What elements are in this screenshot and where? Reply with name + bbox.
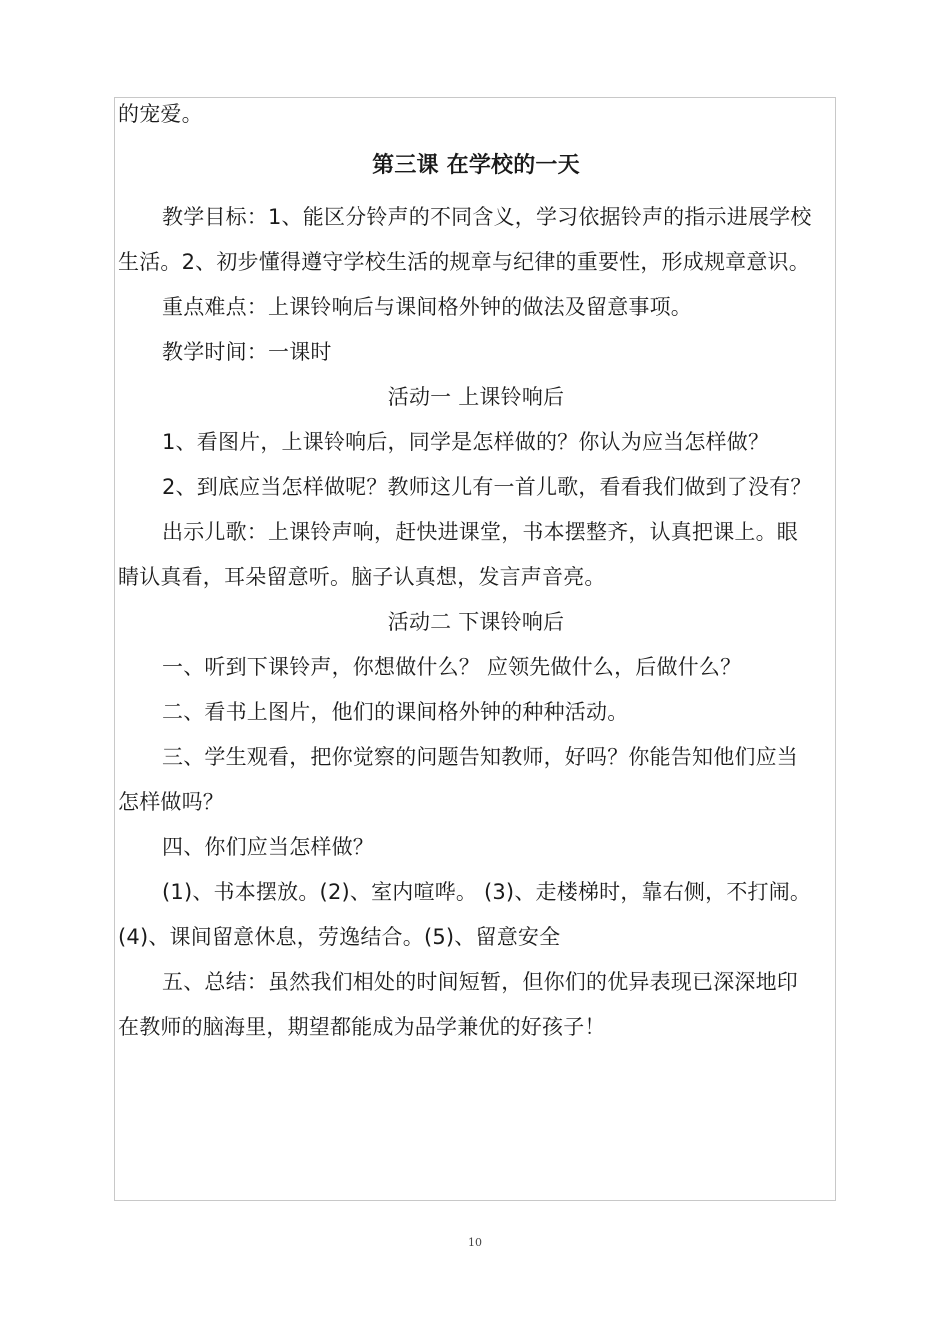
lesson-title: 第三课 在学校的一天 — [372, 153, 580, 178]
teaching-time: 教学时间：一课时 — [162, 340, 332, 364]
summary-line-1: 五、总结：虽然我们相处的时间短暂，但你们的优异表现已深深地印 — [162, 970, 798, 994]
activity-2-item-3-line-1: 三、学生观看，把你觉察的问题告知教师，好吗？你能告知他们应当 — [162, 745, 798, 769]
page-number: 10 — [468, 1236, 482, 1249]
activity-2-item-4: 四、你们应当怎样做？ — [162, 835, 374, 859]
song-line-1: 出示儿歌：上课铃声响，赶快进课堂，书本摆整齐，认真把课上。眼 — [162, 520, 798, 544]
summary-line-2: 在教师的脑海里，期望都能成为品学兼优的好孩子！ — [118, 1015, 606, 1039]
activity-2-item-2: 二、看书上图片，他们的课间格外钟的种种活动。 — [162, 700, 629, 724]
objectives-line-2: 生活。2、初步懂得遵守学校生活的规章与纪律的重要性，形成规章意识。 — [118, 250, 810, 274]
activity-2-heading: 活动二 下课铃响后 — [387, 610, 565, 634]
key-points: 重点难点：上课铃响后与课间格外钟的做法及留意事项。 — [162, 295, 692, 319]
activity-2-item-1: 一、听到下课铃声，你想做什么？ 应领先做什么，后做什么？ — [162, 655, 742, 679]
document-body — [118, 92, 834, 1050]
carryover-line: 的宠爱。 — [118, 102, 203, 126]
objectives-line-1: 教学目标：1、能区分铃声的不同含义，学习依据铃声的指示进展学校 — [162, 205, 812, 229]
rules-list-line-2: (4)、课间留意休息，劳逸结合。(5)、留意安全 — [118, 925, 561, 949]
activity-1-item-2: 2、到底应当怎样做呢？教师这儿有一首儿歌，看看我们做到了没有？ — [162, 475, 812, 499]
activity-1-item-1: 1、看图片，上课铃响后，同学是怎样做的？你认为应当怎样做？ — [162, 430, 770, 454]
song-line-2: 睛认真看，耳朵留意听。脑子认真想，发言声音亮。 — [118, 565, 606, 589]
rules-list-line-1: (1)、书本摆放。(2)、室内喧哗。 (3)、走楼梯时，靠右侧，不打闹。 — [162, 880, 812, 904]
activity-1-heading: 活动一 上课铃响后 — [387, 385, 565, 409]
activity-2-item-3-line-2: 怎样做吗？ — [118, 790, 224, 814]
